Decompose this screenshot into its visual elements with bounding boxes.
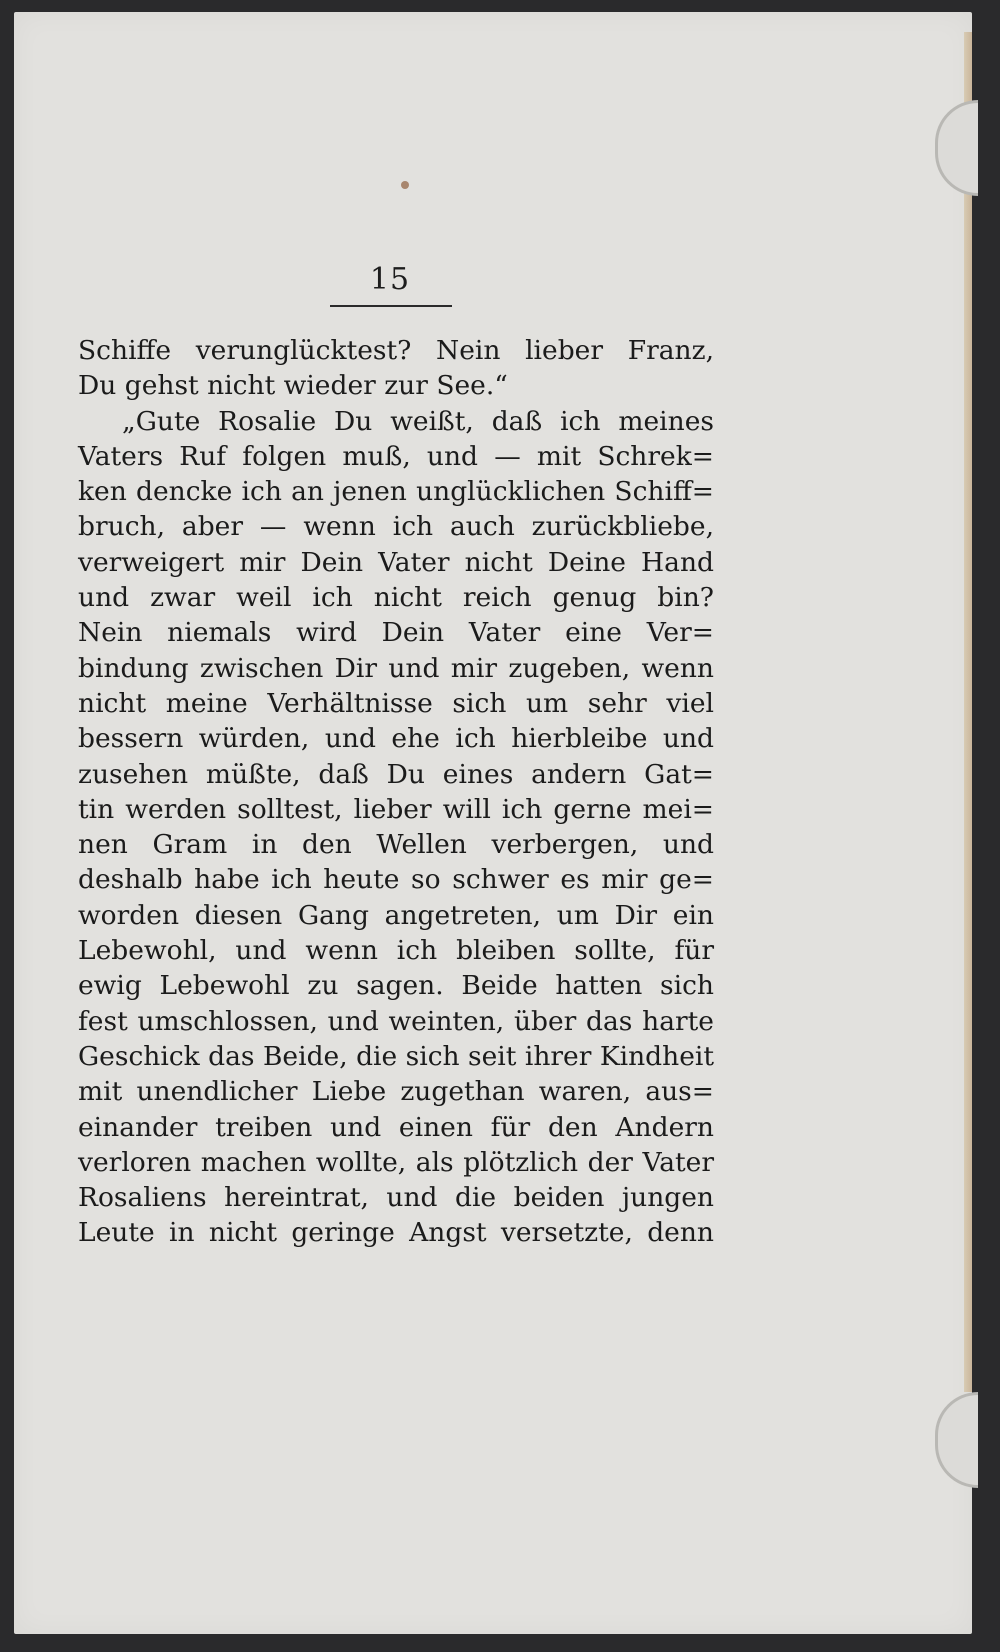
text-line: bindung zwischen Dir und mir zugeben, wenn bbox=[78, 652, 714, 684]
page-number: 15 bbox=[369, 262, 411, 297]
text-line: Rosaliens hereintrat, und die beiden jungen bbox=[78, 1182, 714, 1214]
header-rule bbox=[330, 305, 452, 307]
text-line: „Gute Rosalie Du weißt, daß ich meines bbox=[122, 405, 714, 437]
text-line: und zwar weil ich nicht reich genug bin? bbox=[78, 582, 714, 614]
text-line: verloren machen wollte, als plötzlich der Vater bbox=[78, 1146, 714, 1178]
text-line: Schiffe verunglücktest? Nein lieber Franz, bbox=[78, 335, 714, 366]
body-text bbox=[78, 333, 714, 1251]
text-line: tin werden solltest, lieber will ich gerne mei= bbox=[78, 793, 714, 825]
text-line: Leute in nicht geringe Angst versetzte, denn bbox=[78, 1217, 714, 1249]
text-line: nicht meine Verhältnisse sich um sehr viel bbox=[78, 687, 714, 719]
text-line: ewig Lebewohl zu sagen. Beide hatten sich bbox=[78, 970, 714, 1002]
text-line: Nein niemals wird Dein Vater eine Ver= bbox=[78, 617, 714, 649]
text-line: Vaters Ruf folgen muß, und — mit Schrek= bbox=[78, 440, 714, 472]
text-line: nen Gram in den Wellen verbergen, und bbox=[78, 829, 714, 861]
text-line: einander treiben und einen für den Andern bbox=[78, 1111, 714, 1143]
text-line: ken dencke ich an jenen unglücklichen Schiff= bbox=[78, 476, 714, 508]
text-line: Du gehst nicht wieder zur See.“ bbox=[78, 370, 508, 402]
binder-clip-top bbox=[935, 100, 978, 196]
text-line: Geschick das Beide, die sich seit ihrer Kindheit bbox=[78, 1040, 715, 1072]
text-line: fest umschlossen, und weinten, über das harte bbox=[78, 1005, 714, 1037]
text-line: zusehen müßte, daß Du eines andern Gat= bbox=[78, 758, 714, 790]
text-line: Lebewohl, und wenn ich bleiben sollte, für bbox=[78, 935, 714, 967]
text-line: verweigert mir Dein Vater nicht Deine Hand bbox=[78, 546, 714, 578]
page-edge bbox=[964, 32, 972, 1392]
ink-speck bbox=[401, 181, 409, 189]
text-line: bruch, aber — wenn ich auch zurückbliebe, bbox=[78, 511, 714, 543]
text-line: bessern würden, und ehe ich hierbleibe und bbox=[78, 723, 714, 755]
text-line: worden diesen Gang angetreten, um Dir ein bbox=[78, 899, 714, 931]
text-line: mit unendlicher Liebe zugethan waren, aus= bbox=[78, 1076, 714, 1108]
text-line: deshalb habe ich heute so schwer es mir ge= bbox=[78, 864, 714, 896]
binder-clip-bottom bbox=[935, 1392, 978, 1488]
